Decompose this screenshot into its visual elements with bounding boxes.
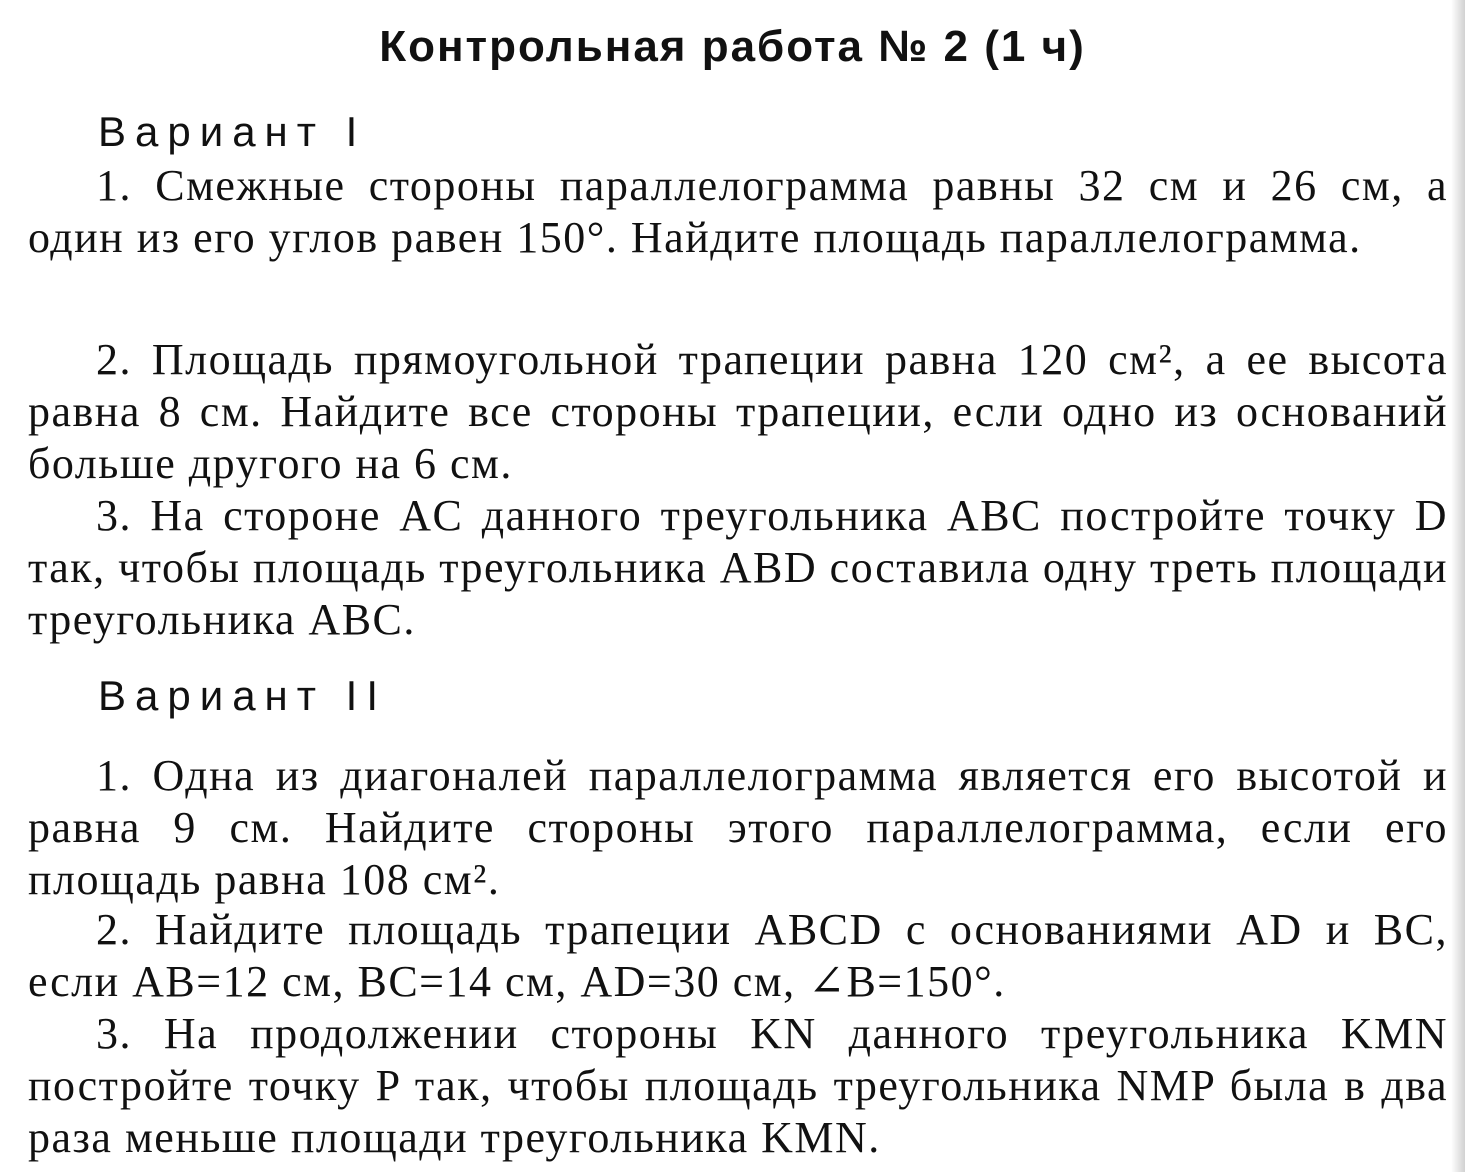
variant-1-problem-1: 1. Смежные стороны параллелограмма равны 32 см и 26 см, а один из его углов равен 150°. Найдите площадь параллелограмма. [28,161,1448,262]
variant-1-problem-2: 2. Площадь прямоугольной трапеции равна 120 см², а ее высота равна 8 см. Найдите все стороны трапеции, если одно из оснований больше другого на 6 см. [28,335,1448,488]
variant-1-problem-3: 3. На стороне AC данного треугольника ABC постройте точку D так, чтобы площадь треугольника ABD составила одну треть площади треугольника ABC. [28,491,1448,644]
page-edge-shadow [1451,0,1465,1172]
variant-2-problem-3: 3. На продолжении стороны KN данного треугольника KMN постройте точку P так, чтобы площадь треугольника NMP была в два раза меньше площади треугольника KMN. [28,1009,1448,1162]
variant-2-problem-1: 1. Одна из диагоналей параллелограмма является его высотой и равна 9 см. Найдите стороны этого параллелограмма, если его площадь равна 108 см². [28,751,1448,904]
variant-2-heading: Вариант II [98,672,387,719]
page-title: Контрольная работа № 2 (1 ч) [379,22,1086,71]
variant-1-heading: Вариант I [98,108,367,155]
variant-2-problem-2: 2. Найдите площадь трапеции ABCD с основаниями AD и BC, если AB=12 см, BC=14 см, AD=30 см, ∠B=150°. [28,905,1448,1006]
